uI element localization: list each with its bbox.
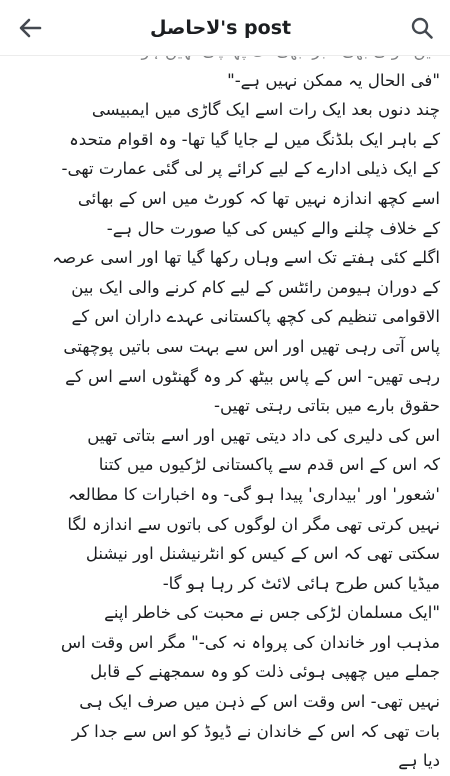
post-line: اسے کچھ اندازہ نہیں تھا کہ کورٹ میں اس کے بھائی — [77, 188, 440, 208]
page-title: لاحاصل's post — [150, 16, 292, 39]
post-line: اس کی دلیری کی داد دیتی تھیں اور اسے بتاتی تھیں — [87, 425, 440, 445]
post-line: کے باہر ایک بلڈنگ میں لے جایا گیا تھا- وہ اقوام متحدہ — [69, 129, 440, 149]
post-line: 'شعور' اور 'بیداری' پیدا ہو گی- وہ اخبارات کا مطالعہ — [68, 484, 440, 504]
post-line: الاقوامی تنظیم کی کچھ پاکستانی عہدے داران اس کے — [71, 307, 440, 327]
post-content — [0, 50, 450, 771]
post-line: رہی تھیں- اس کے پاس بیٹھ کر وہ گھنٹوں اسے اس کے — [65, 366, 440, 386]
arrow-left-icon — [19, 18, 41, 38]
post-line: "فی الحال یہ ممکن نہیں ہے-" — [227, 70, 440, 90]
post-line: نہیں کرتی تھی مگر ان لوگوں کی باتوں سے اندازہ لگا — [67, 514, 440, 534]
top-app-bar — [0, 0, 450, 56]
post-line: نہیں تھی- اس وقت اس کے ذہن میں صرف ایک ہی — [79, 692, 440, 712]
post-line: چند دنوں بعد ایک رات اسے ایک گاڑی میں ایمبیسی — [91, 100, 440, 120]
post-line: سکتی تھی کہ اس کے کیس کو انٹرنیشنل اور نیشنل — [85, 544, 440, 564]
post-line: کے ایک ذیلی ادارے کے لیے کرائے پر لی گئی عمارت تھی- — [61, 159, 440, 179]
post-line: کہ اس کے اس قدم سے پاکستانی لڑکیوں میں کتنا — [98, 455, 440, 475]
post-line: پاس آتی رہی تھیں اور اس سے بہت سی باتیں پوچھتی — [63, 336, 440, 356]
post-line: دیا ہے — [398, 751, 440, 771]
post-line: حقوق بارے میں بتاتی رہتی تھیں- — [213, 396, 440, 416]
back-button[interactable] — [6, 0, 54, 56]
post-line: "ایک مسلمان لڑکی جس نے محبت کی خاطر اپنے — [104, 603, 440, 623]
post-line: اگلے کئی ہفتے تک اسے وہاں رکھا گیا تھا اور اسی عرصہ — [52, 248, 440, 268]
post-line: مذہب اور خاندان کی پرواہ نہ کی-" مگر اس وقت اس — [60, 632, 440, 652]
post-line: بات تھی کہ اس کے خاندان نے ڈیوڈ کو اس سے جدا کر — [71, 721, 440, 741]
post-line: کے خلاف چلنے والے کیس کی کیا صورت حال ہے- — [106, 218, 440, 238]
search-button[interactable] — [398, 0, 446, 56]
post-line: جملے میں چھپی ہوئی ذلت کو وہ سمجھنے کے قابل — [90, 662, 440, 682]
post-line: کے دوران ہیومن رائٹس کے لیے کام کرنے والی ایک بین — [71, 277, 440, 297]
post-line: میڈیا کس طرح ہائی لائٹ کر رہا ہو گا- — [162, 573, 440, 593]
search-icon — [410, 16, 434, 40]
post-body-text — [0, 36, 450, 776]
